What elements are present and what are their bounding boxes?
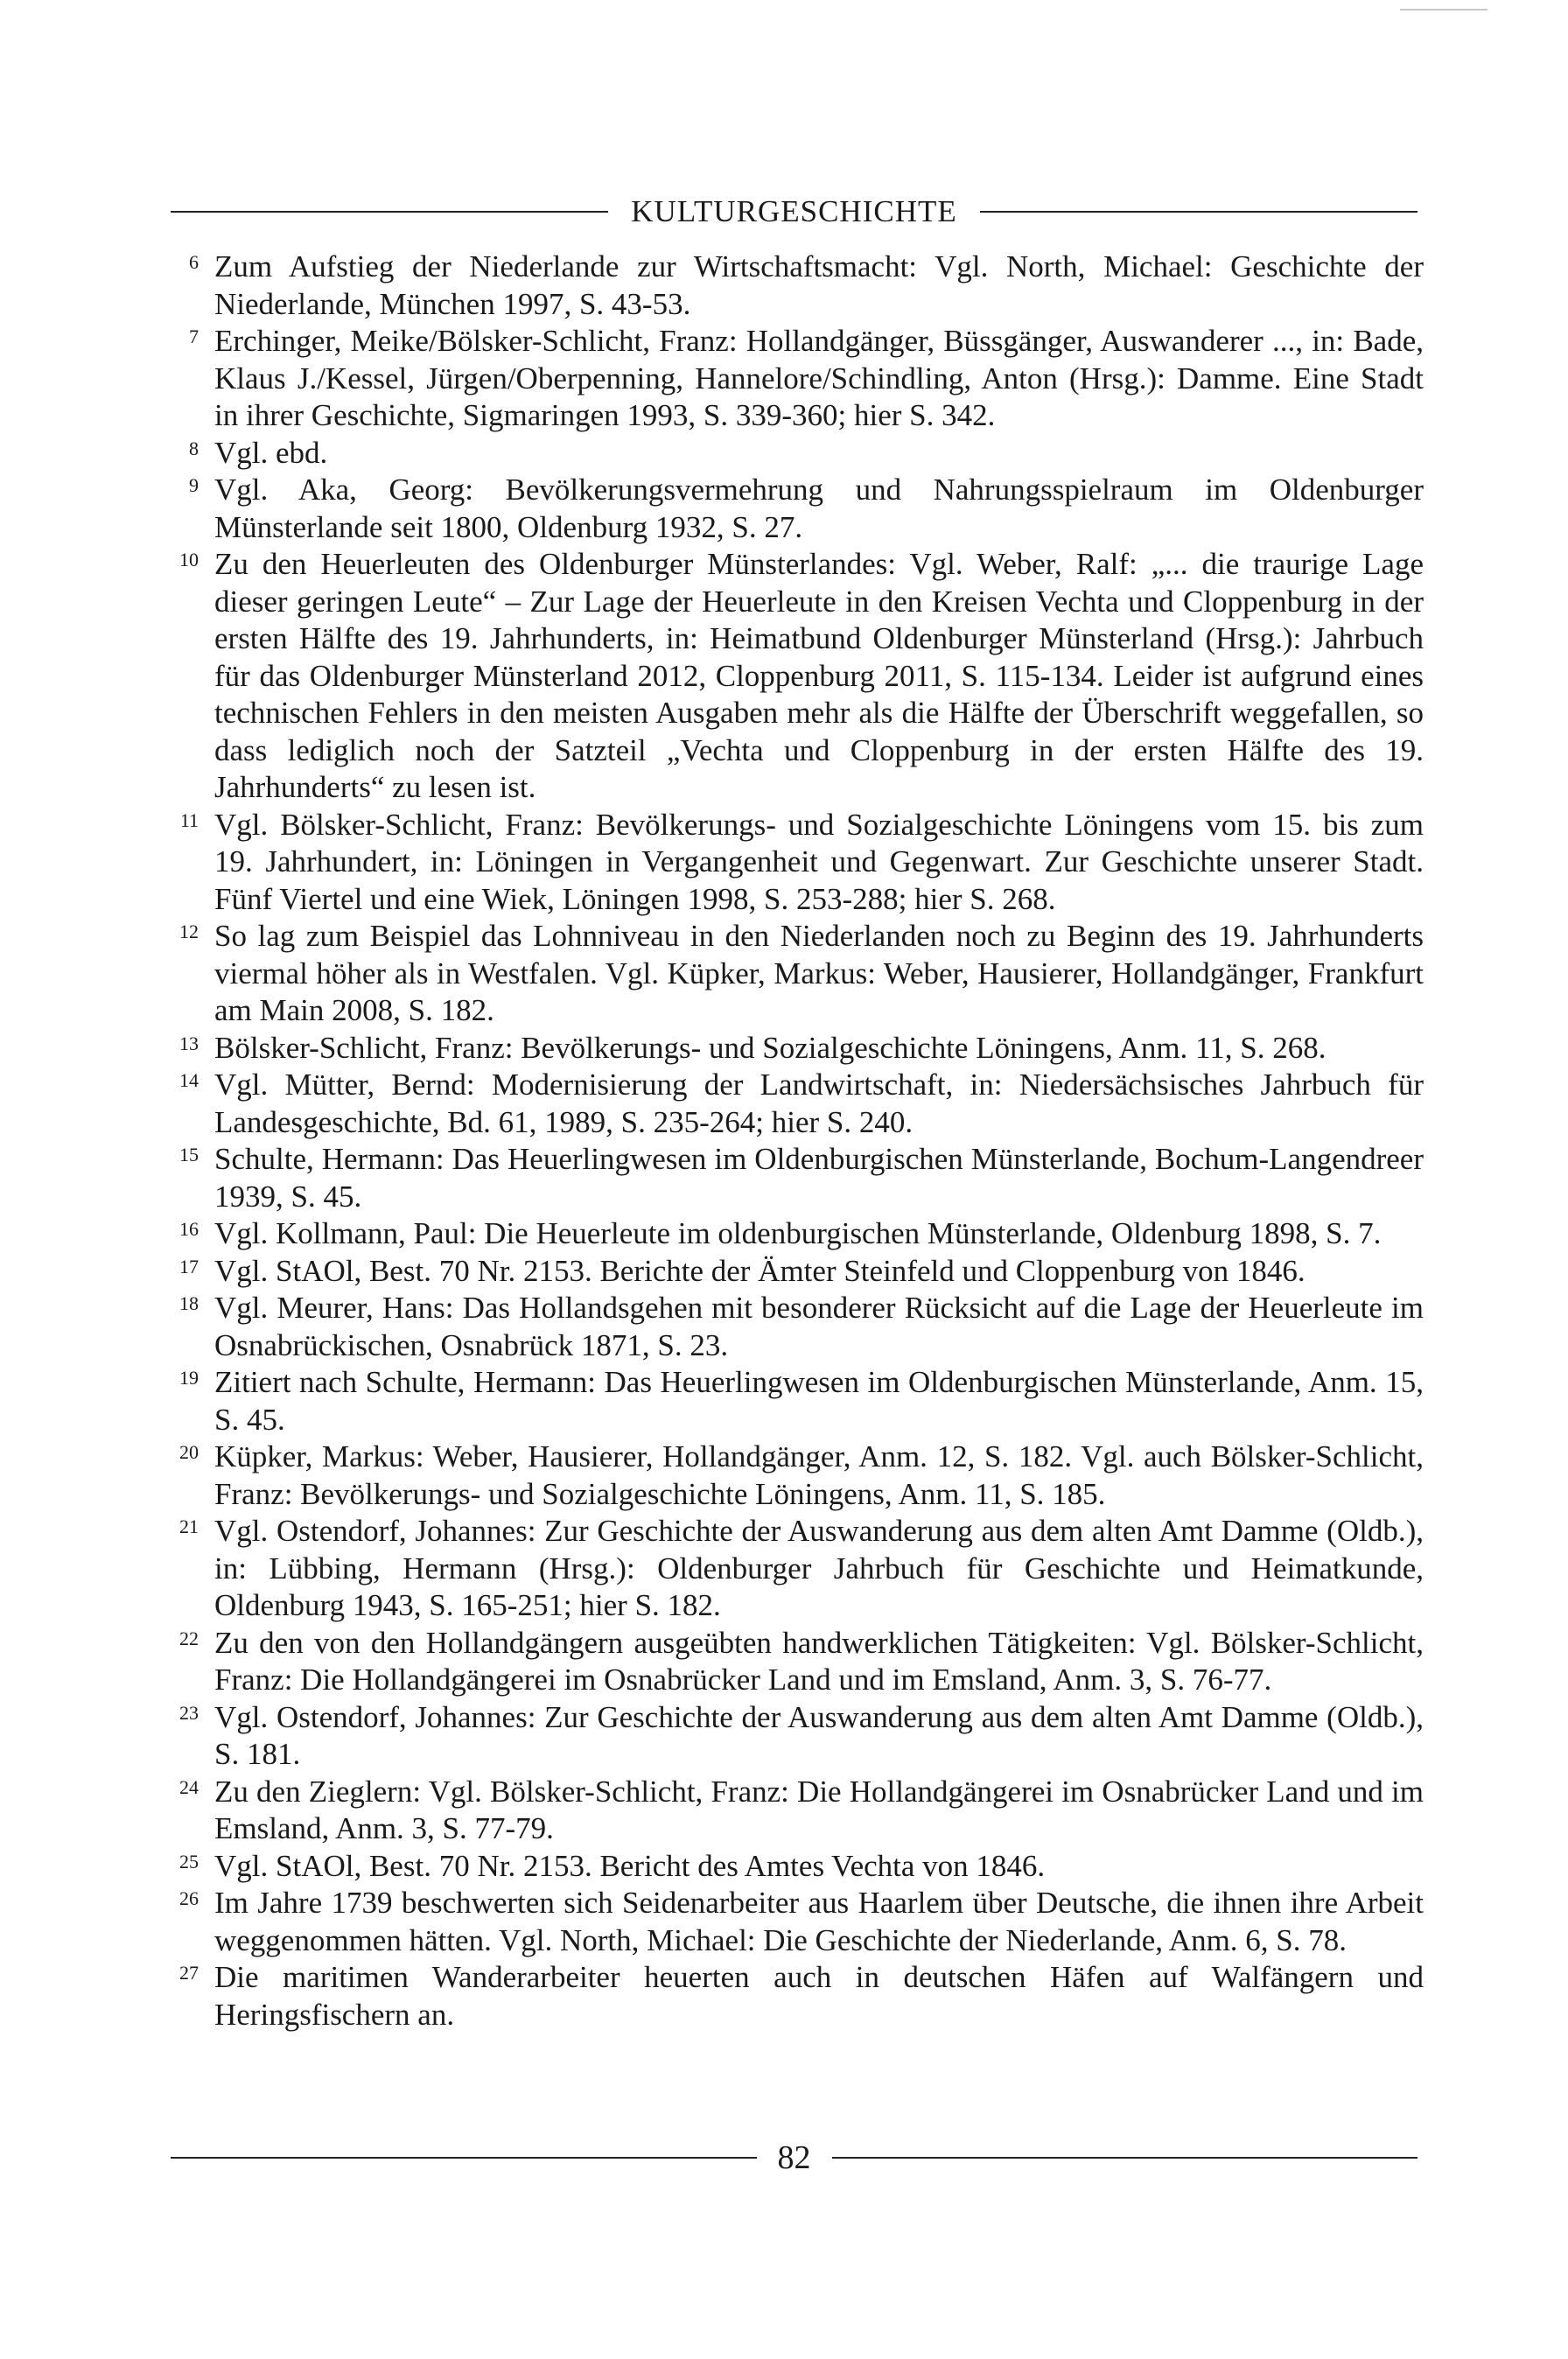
footnote-text: Vgl. StAOl, Best. 70 Nr. 2153. Bericht des Amtes Vechta von 1846. [214, 1848, 1046, 1883]
footnote [171, 1885, 1424, 1959]
footnote [171, 546, 1424, 807]
footnote-number: 15 [179, 1144, 199, 1166]
footnote-number: 18 [179, 1292, 199, 1314]
footnote [171, 918, 1424, 1030]
footnote-text: Zum Aufstieg der Niederlande zur Wirtschaftsmacht: Vgl. North, Michael: Geschichte der Niederlande, München 1997, S. 43-53. [214, 249, 1424, 321]
footnote-text: Vgl. Bölsker-Schlicht, Franz: Bevölkerungs- und Sozialgeschichte Löningens vom 15. bis zum 19. Jahrhundert, in: Löningen in Vergangenheit und Gegenwart. Zur Geschichte unserer Stadt. Fünf Viertel und eine Wiek, Löningen 1998, S. 253-288; hier S. 268. [214, 807, 1424, 916]
footnote-number: 19 [179, 1367, 199, 1389]
footnote-text: Erchinger, Meike/Bölsker-Schlicht, Franz: Hollandgänger, Büssgänger, Auswanderer ..., in: Bade, Klaus J./Kessel, Jürgen/Oberpenning, Hannelore/Schindling, Anton (Hrsg.): Damme. Eine Stadt in ihrer Geschichte, Sigmaringen 1993, S. 339-360; hier S. 342. [214, 324, 1424, 432]
footnote-number: 17 [179, 1255, 199, 1278]
footnote-text: Vgl. Ostendorf, Johannes: Zur Geschichte der Auswanderung aus dem alten Amt Damme (Oldb.), S. 181. [214, 1699, 1424, 1771]
footnote [171, 1774, 1424, 1848]
footnote [171, 1253, 1424, 1291]
footnote-number: 11 [179, 808, 199, 831]
footnote-text: Vgl. Ostendorf, Johannes: Zur Geschichte der Auswanderung aus dem alten Amt Damme (Oldb.), in: Lübbing, Hermann (Hrsg.): Oldenburger Jahrbuch für Geschichte und Heimatkunde, Oldenburg 1943, S. 165-251; hier S. 182. [214, 1514, 1424, 1622]
footnote-number: 14 [179, 1069, 199, 1091]
footnote-text: Zu den Heuerleuten des Oldenburger Münsterlandes: Vgl. Weber, Ralf: „... die traurige Lage dieser geringen Leute“ – Zur Lage der Heuerleute in den Kreisen Vechta und Cloppenburg in der ersten Hälfte des 19. Jahrhunderts, in: Heimatbund Oldenburger Münsterland (Hrsg.): Jahrbuch für das Oldenburger Münsterland 2012, Cloppenburg 2011, S. 115-134. Leider ist aufgrund eines technischen Fehlers in den meisten Ausgaben mehr als die Hälfte der Überschrift weggefallen, so dass lediglich noch der Satzteil „Vechta und Cloppenburg in der ersten Hälfte des 19. Jahrhunderts“ zu lesen ist. [214, 547, 1424, 804]
page-footer [171, 2133, 1418, 2182]
footnote-number: 13 [179, 1032, 199, 1054]
scan-edge-line [1400, 9, 1488, 10]
footnote [171, 1438, 1424, 1513]
footnote [171, 472, 1424, 546]
header-rule-left [171, 211, 608, 213]
footnote-text: Vgl. Aka, Georg: Bevölkerungsvermehrung und Nahrungsspielraum im Oldenburger Münsterlande seit 1800, Oldenburg 1932, S. 27. [214, 472, 1424, 544]
footnote [171, 1215, 1424, 1253]
footnote-text: Vgl. Mütter, Bernd: Modernisierung der Landwirtschaft, in: Niedersächsisches Jahrbuch für Landesgeschichte, Bd. 61, 1989, S. 235-264; hier S. 240. [214, 1068, 1424, 1139]
footnote-number: 9 [189, 474, 199, 496]
footnote [171, 1290, 1424, 1364]
header-rule-right [980, 211, 1418, 213]
footnote-list [171, 248, 1424, 2034]
footnote [171, 1848, 1424, 1886]
footnote-text: Vgl. ebd. [214, 435, 328, 470]
footnote [171, 1513, 1424, 1625]
footnote [171, 1141, 1424, 1215]
running-header [171, 187, 1418, 236]
footnote [171, 1625, 1424, 1699]
footnote [171, 1364, 1424, 1438]
footnote-number: 24 [179, 1775, 199, 1798]
footnote-text: Vgl. Kollmann, Paul: Die Heuerleute im oldenburgischen Münsterlande, Oldenburg 1898, S. 7. [214, 1216, 1382, 1250]
footnote-number: 20 [179, 1441, 199, 1463]
footnote-text: Vgl. StAOl, Best. 70 Nr. 2153. Berichte der Ämter Steinfeld und Cloppenburg von 1846. [214, 1253, 1306, 1288]
running-header-title: KULTURGESCHICHTE [631, 194, 957, 228]
footnote-text: Schulte, Hermann: Das Heuerlingwesen im Oldenburgischen Münsterlande, Bochum-Langendreer 1939, S. 45. [214, 1142, 1424, 1214]
footnote [171, 1030, 1424, 1068]
footnote-text: Küpker, Markus: Weber, Hausierer, Hollandgänger, Anm. 12, S. 182. Vgl. auch Bölsker-Schlicht, Franz: Bevölkerungs- und Sozialgeschichte Löningens, Anm. 11, S. 185. [214, 1439, 1424, 1511]
footnote-number: 27 [179, 1962, 199, 1984]
footnote-text: Vgl. Meurer, Hans: Das Hollandsgehen mit besonderer Rücksicht auf die Lage der Heuerleute im Osnabrückischen, Osnabrück 1871, S. 23. [214, 1291, 1424, 1362]
footnote [171, 435, 1424, 472]
footer-rule-left [171, 2157, 757, 2159]
footnote [171, 323, 1424, 435]
footnote-text: So lag zum Beispiel das Lohnniveau in den Niederlanden noch zu Beginn des 19. Jahrhunderts viermal höher als in Westfalen. Vgl. Küpker, Markus: Weber, Hausierer, Hollandgänger, Frankfurt am Main 2008, S. 182. [214, 919, 1424, 1027]
footer-rule-right [832, 2157, 1418, 2159]
footnote-number: 16 [179, 1218, 199, 1240]
footnote-text: Die maritimen Wanderarbeiter heuerten auch in deutschen Häfen auf Walfängern und Heringsfischern an. [214, 1960, 1424, 2032]
footnote-number: 12 [179, 920, 199, 942]
footnote [171, 1959, 1424, 2034]
footnote-number: 26 [179, 1887, 199, 1909]
page-number: 82 [777, 2139, 811, 2176]
footnote-text: Zitiert nach Schulte, Hermann: Das Heuerlingwesen im Oldenburgischen Münsterlande, Anm. 15, S. 45. [214, 1365, 1424, 1437]
footnote [171, 807, 1424, 919]
footnote-text: Im Jahre 1739 beschwerten sich Seidenarbeiter aus Haarlem über Deutsche, die ihnen ihre Arbeit weggenommen hätten. Vgl. North, Michael: Die Geschichte der Niederlande, Anm. 6, S. 78. [214, 1886, 1424, 1957]
footnote-number: 8 [189, 437, 199, 459]
footnote [171, 1699, 1424, 1774]
footnote [171, 1067, 1424, 1141]
footnote-number: 25 [179, 1850, 199, 1872]
footnote-text: Bölsker-Schlicht, Franz: Bevölkerungs- und Sozialgeschichte Löningens, Anm. 11, S. 268. [214, 1030, 1326, 1065]
footnote-number: 7 [189, 326, 199, 347]
footnote [171, 248, 1424, 323]
footnote-number: 10 [179, 549, 199, 570]
footnote-text: Zu den von den Hollandgängern ausgeübten handwerklichen Tätigkeiten: Vgl. Bölsker-Schlicht, Franz: Die Hollandgängerei im Osnabrücker Land und im Emsland, Anm. 3, S. 76-77. [214, 1625, 1424, 1697]
footnote-number: 22 [179, 1627, 199, 1649]
footnote-text: Zu den Zieglern: Vgl. Bölsker-Schlicht, Franz: Die Hollandgängerei im Osnabrücker Land und im Emsland, Anm. 3, S. 77-79. [214, 1774, 1424, 1845]
footnote-number: 21 [179, 1516, 199, 1537]
footnote-number: 6 [189, 251, 199, 273]
footnote-number: 23 [179, 1701, 199, 1724]
